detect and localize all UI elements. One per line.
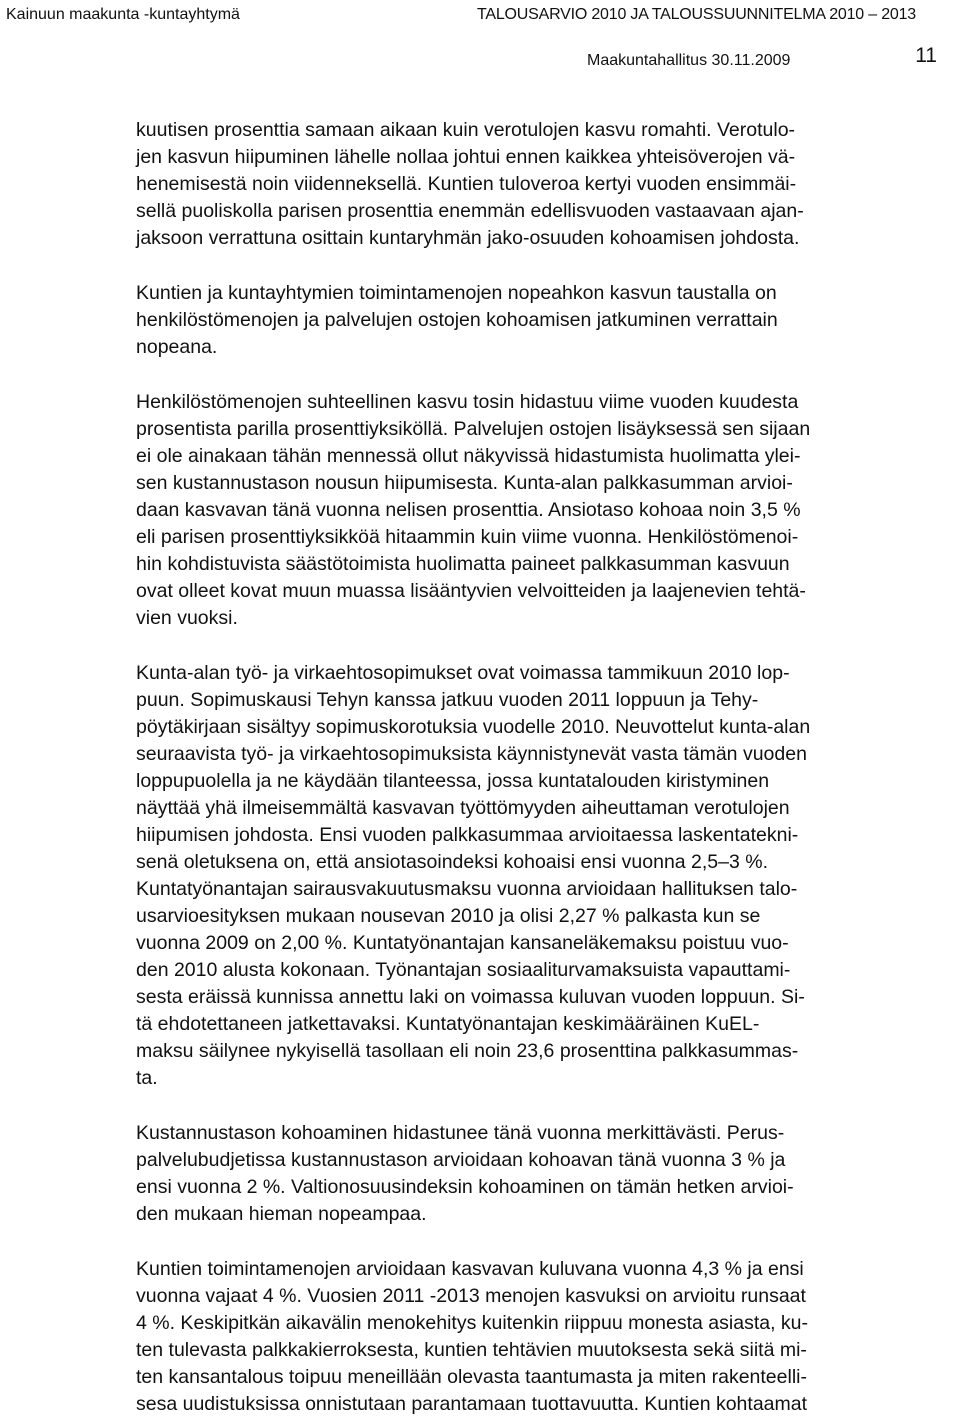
paragraph [136,1256,952,1418]
text-line: seuraavista työ- ja virkaehtosopimuksista käynnistynevät vasta tämän vuoden [136,743,807,765]
text-line: Kunta-alan työ- ja virkaehtosopimukset ovat voimassa tammikuun 2010 lop- [136,662,790,684]
text-line: Kuntien ja kuntayhtymien toimintamenojen nopeahkon kasvun taustalla on [136,282,777,304]
text-line: Kustannustason kohoaminen hidastunee tänä vuonna merkittävästi. Perus- [136,1122,785,1144]
text-line: pöytäkirjaan sisältyy sopimuskorotuksia vuodelle 2010. Neuvottelut kunta-alan [136,716,811,738]
text-line: tä ehdotettaneen jatkettavaksi. Kuntatyönantajan keskimääräinen KuEL- [136,1013,760,1035]
text-line: ei ole ainakaan tähän mennessä ollut näkyvissä hidastumista huolimatta ylei- [136,445,801,467]
text-line: kuutisen prosenttia samaan aikaan kuin verotulojen kasvu romahti. Verotulo- [136,119,796,141]
paragraph-gap [136,252,952,280]
text-line: Kuntien toimintamenojen arvioidaan kasvavan kuluvana vuonna 4,3 % ja ensi [136,1258,804,1280]
text-line: sen kustannustason nousun hiipumisesta. Kunta-alan palkkasumman arvioi- [136,472,793,494]
document-body [136,117,952,1418]
header-document-title: TALOUSARVIO 2010 JA TALOUSSUUNNITELMA 2010 – 2013 [476,6,916,23]
page-number: 11 [915,44,937,67]
paragraph-gap [136,1228,952,1256]
text-line: den 2010 alusta kokonaan. Työnantajan sosiaaliturvamaksuista vapauttami- [136,959,791,981]
text-line: ensi vuonna 2 %. Valtionosuusindeksin kohoaminen on tämän hetken arvioi- [136,1176,794,1198]
text-line: vien vuoksi. [136,607,238,629]
text-line: hiipumisen johdosta. Ensi vuoden palkkasummaa arvioitaessa laskentatekni- [136,824,799,846]
text-line: ovat olleet kovat muun muassa lisääntyvien velvoitteiden ja laajenevien tehtä- [136,580,806,602]
text-line: ten kansantalous toipuu meneillään olevasta taantumasta ja miten rakenteelli- [136,1366,807,1388]
paragraph [136,389,952,632]
paragraph [136,660,952,1092]
text-line: sellä puoliskolla parisen prosenttia enemmän edellisvuoden vastaavaan ajan- [136,200,804,222]
text-line: jaksoon verrattuna osittain kuntaryhmän jako-osuuden kohoamisen johdosta. [136,227,800,249]
text-line: vuonna vajaat 4 %. Vuosien 2011 -2013 menojen kasvuksi on arvioitu runsaat [136,1285,806,1307]
text-line: nopeana. [136,336,218,358]
text-line: hin kohdistuvista säästötoimista huolimatta paineet palkkasumman kasvuun [136,553,790,575]
text-line: usarvioesityksen mukaan nousevan 2010 ja olisi 2,27 % palkasta kun se [136,905,761,927]
text-line: näyttää yhä ilmeisemmältä kasvavan työttömyyden aiheuttaman verotulojen [136,797,790,819]
text-line: senä oletuksena on, että ansiotasoindeksi kohoaisi ensi vuonna 2,5–3 %. [136,851,769,873]
text-line: sesa uudistuksissa onnistutaan parantamaan tuottavuutta. Kuntien kohtaamat [136,1393,808,1415]
text-line: eli parisen prosenttiyksikköä hitaammin kuin viime vuonna. Henkilöstömenoi- [136,526,799,548]
paragraph [136,1120,952,1228]
text-line: henemisestä noin viidenneksellä. Kuntien tuloveroa kertyi vuoden ensimmäi- [136,173,797,195]
text-line: puun. Sopimuskausi Tehyn kanssa jatkuu vuoden 2011 loppuun ja Tehy- [136,689,759,711]
text-line: vuonna 2009 on 2,00 %. Kuntatyönantajan kansaneläkemaksu poistuu vuo- [136,932,789,954]
text-line: 4 %. Keskipitkän aikavälin menokehitys kuitenkin riippuu monesta asiasta, ku- [136,1312,809,1334]
text-line: palvelubudjetissa kustannustason arvioidaan kohoavan tänä vuonna 3 % ja [136,1149,786,1171]
text-line: jen kasvun hiipuminen lähelle nollaa johtui ennen kaikkea yhteisöverojen vä- [136,146,796,168]
text-line: daan kasvavan tänä vuonna nelisen prosenttia. Ansiotaso kohoaa noin 3,5 % [136,499,801,521]
text-line: maksu säilynee nykyisellä tasollaan eli noin 23,6 prosenttina palkkasummas- [136,1040,799,1062]
page-header [0,0,960,80]
header-organization: Kainuun maakunta -kuntayhtymä [6,6,240,23]
text-line: henkilöstömenojen ja palvelujen ostojen kohoamisen jatkuminen verrattain [136,309,778,331]
text-line: ta. [136,1067,158,1089]
paragraph [136,280,952,361]
header-meeting-date: Maakuntahallitus 30.11.2009 [587,52,791,69]
text-line: ten tulevasta palkkakierroksesta, kuntien tehtävien muutoksesta sekä siitä mi- [136,1339,807,1361]
text-line: Kuntatyönantajan sairausvakuutusmaksu vuonna arvioidaan hallituksen talo- [136,878,798,900]
paragraph-gap [136,361,952,389]
paragraph-gap [136,632,952,660]
paragraph-gap [136,1092,952,1120]
text-line: den mukaan hieman nopeampaa. [136,1203,427,1225]
text-line: sesta eräissä kunnissa annettu laki on voimassa kuluvan vuoden loppuun. Si- [136,986,805,1008]
paragraph [136,117,952,252]
text-line: Henkilöstömenojen suhteellinen kasvu tosin hidastuu viime vuoden kuudesta [136,391,799,413]
text-line: prosentista parilla prosenttiyksiköllä. Palvelujen ostojen lisäyksessä sen sijaan [136,418,811,440]
text-line: loppupuolella ja ne käydään tilanteessa, jossa kuntatalouden kiristyminen [136,770,770,792]
